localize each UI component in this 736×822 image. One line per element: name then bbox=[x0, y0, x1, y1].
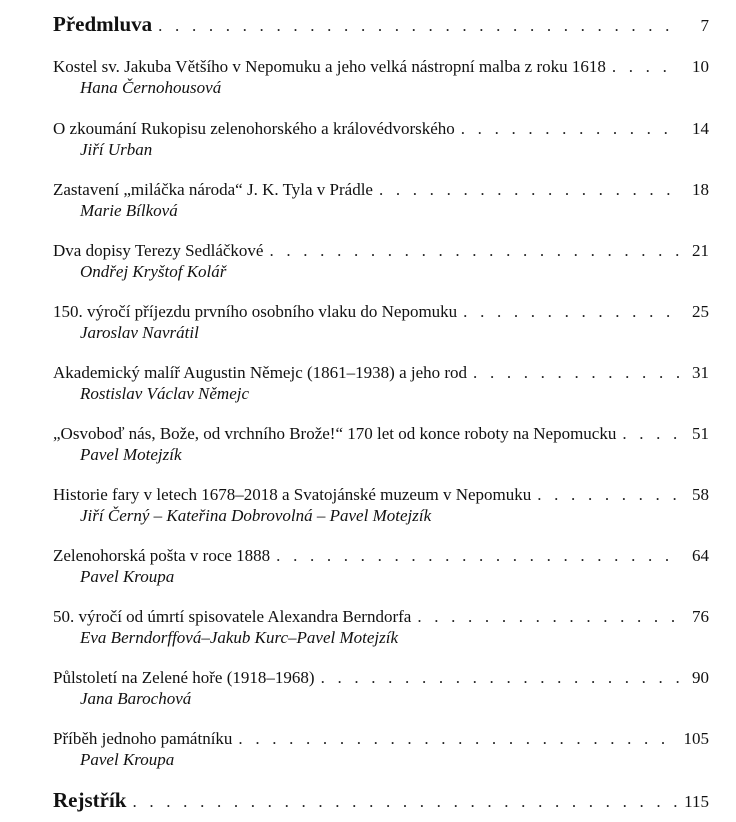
toc-entry[interactable] bbox=[53, 240, 709, 282]
entry-author: Hana Černohousová bbox=[80, 78, 222, 97]
dot-leader bbox=[612, 56, 679, 77]
entry-title: 150. výročí příjezdu prvního osobního vlaku do Nepomuku bbox=[53, 302, 458, 321]
entry-author: Jiří Urban bbox=[80, 140, 153, 159]
entry-page: 21 bbox=[692, 241, 709, 260]
index-page: 115 bbox=[684, 792, 709, 811]
entry-author: Rostislav Václav Němejc bbox=[80, 384, 250, 403]
entry-author: Pavel Motejzík bbox=[80, 445, 182, 464]
entry-page: 10 bbox=[692, 57, 709, 76]
dot-leader bbox=[473, 362, 679, 383]
entry-page: 14 bbox=[692, 119, 709, 138]
toc-preface[interactable] bbox=[53, 12, 709, 37]
dot-leader bbox=[463, 301, 679, 322]
entry-title: Zastavení „miláčka národa“ J. K. Tyla v Prádle bbox=[53, 180, 373, 199]
toc-entry[interactable] bbox=[53, 56, 709, 98]
dot-leader bbox=[132, 792, 679, 812]
toc-entry[interactable] bbox=[53, 301, 709, 343]
entry-title: „Osvoboď nás, Bože, od vrchního Brože!“ 170 let od konce roboty na Nepomucku bbox=[53, 424, 617, 443]
entry-page: 64 bbox=[692, 546, 709, 565]
entry-author: Eva Berndorffová–Jakub Kurc–Pavel Motejzík bbox=[80, 628, 399, 647]
entry-author: Ondřej Kryštof Kolář bbox=[80, 262, 227, 281]
entry-author: Marie Bílková bbox=[80, 201, 178, 220]
entry-page: 25 bbox=[692, 302, 709, 321]
entry-title: Akademický malíř Augustin Němejc (1861–1938) a jeho rod bbox=[53, 363, 468, 382]
entry-page: 18 bbox=[692, 180, 709, 199]
toc-entry[interactable] bbox=[53, 728, 709, 770]
entry-title: Historie fary v letech 1678–2018 a Svatojánské muzeum v Nepomuku bbox=[53, 485, 532, 504]
entry-author: Pavel Kroupa bbox=[80, 567, 175, 586]
entry-page: 51 bbox=[692, 424, 709, 443]
entry-title: Kostel sv. Jakuba Většího v Nepomuku a jeho velká nástropní malba z roku 1618 bbox=[53, 57, 606, 76]
index-title: Rejstřík bbox=[53, 788, 127, 812]
toc-entry[interactable] bbox=[53, 362, 709, 404]
entry-page: 31 bbox=[692, 363, 709, 382]
toc-entry[interactable] bbox=[53, 606, 709, 648]
dot-leader bbox=[238, 728, 679, 749]
toc-entry[interactable] bbox=[53, 484, 709, 526]
dot-leader bbox=[158, 16, 679, 36]
entry-page: 105 bbox=[683, 729, 709, 748]
preface-title: Předmluva bbox=[53, 12, 153, 36]
entry-page: 76 bbox=[692, 607, 709, 626]
dot-leader bbox=[276, 545, 679, 566]
entry-author: Pavel Kroupa bbox=[80, 750, 175, 769]
dot-leader bbox=[461, 118, 679, 139]
entry-title: Příběh jednoho památníku bbox=[53, 729, 233, 748]
entry-author: Jiří Černý – Kateřina Dobrovolná – Pavel Motejzík bbox=[80, 506, 432, 525]
preface-page: 7 bbox=[700, 16, 709, 35]
dot-leader bbox=[379, 179, 679, 200]
toc-index[interactable] bbox=[53, 788, 709, 813]
entry-title: Dva dopisy Terezy Sedláčkové bbox=[53, 241, 264, 260]
toc-entry[interactable] bbox=[53, 545, 709, 587]
entry-author: Jaroslav Navrátil bbox=[80, 323, 199, 342]
toc-entry[interactable] bbox=[53, 423, 709, 465]
entry-title: Zelenohorská pošta v roce 1888 bbox=[53, 546, 271, 565]
toc-entry[interactable] bbox=[53, 179, 709, 221]
dot-leader bbox=[321, 667, 679, 688]
dot-leader bbox=[537, 484, 679, 505]
entry-title: 50. výročí od úmrtí spisovatele Alexandra Berndorfa bbox=[53, 607, 412, 626]
dot-leader bbox=[622, 423, 679, 444]
entry-page: 58 bbox=[692, 485, 709, 504]
toc-entry[interactable] bbox=[53, 118, 709, 160]
dot-leader bbox=[269, 240, 679, 261]
entry-title: Půlstoletí na Zelené hoře (1918–1968) bbox=[53, 668, 315, 687]
entry-page: 90 bbox=[692, 668, 709, 687]
entry-title: O zkoumání Rukopisu zelenohorského a královédvorského bbox=[53, 119, 455, 138]
toc-entry[interactable] bbox=[53, 667, 709, 709]
dot-leader bbox=[417, 606, 679, 627]
entry-author: Jana Barochová bbox=[80, 689, 192, 708]
